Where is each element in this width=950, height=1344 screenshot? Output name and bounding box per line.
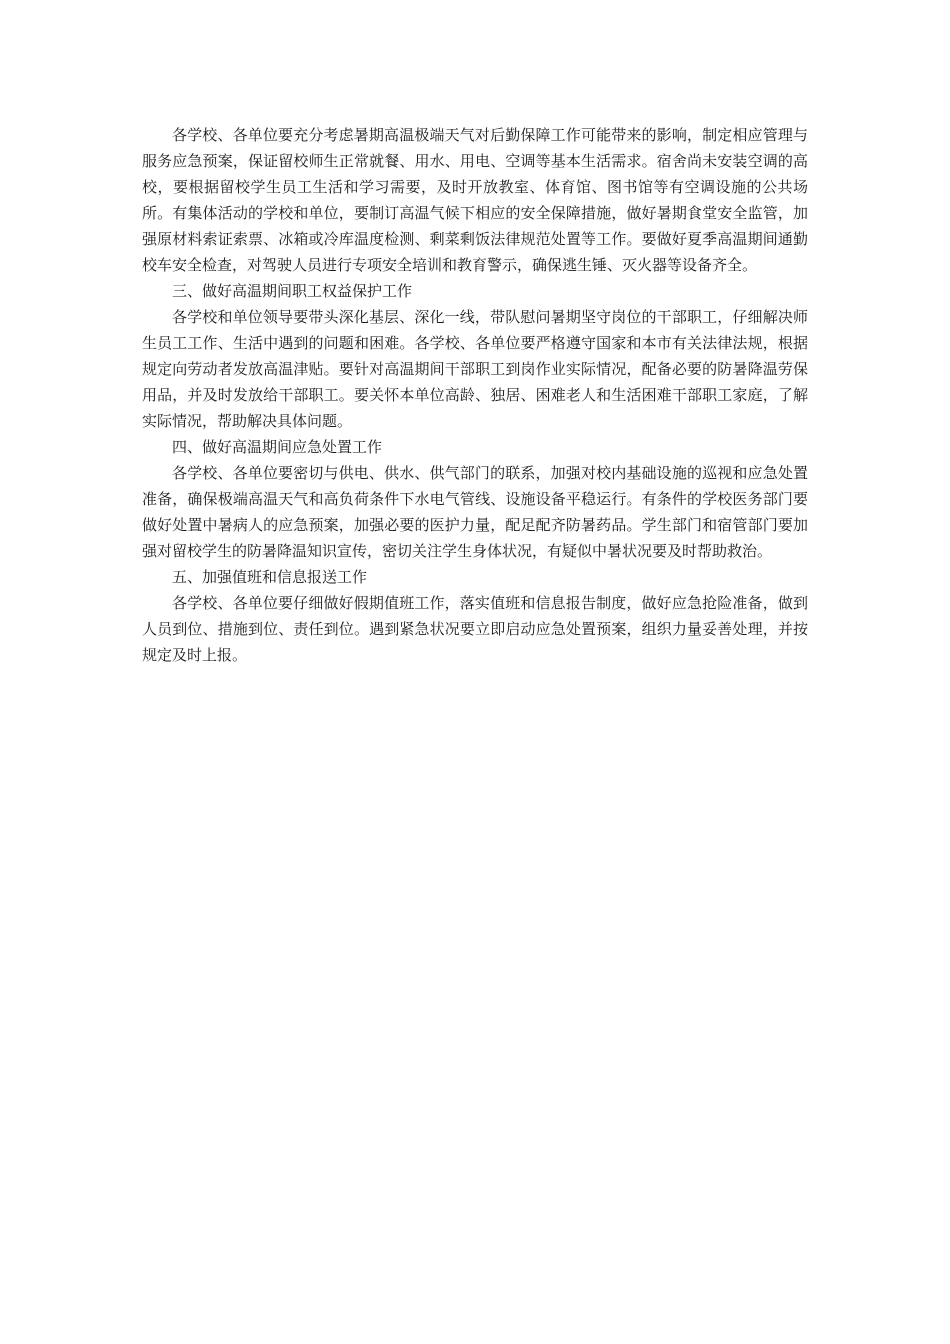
paragraph-emergency: 各学校、各单位要密切与供电、供水、供气部门的联系，加强对校内基础设施的巡视和应急处置准备，确保极端高温天气和高负荷条件下水电气管线、设施设备平稳运行。有条件的学校医务部门要做好处置中暑病人的应急预案，加强必要的医护力量，配足配齐防暑药品。学生部门和宿管部门要加强对留校学生的防暑降温知识宣传，密切关注学生身体状况，有疑似中暑状况要及时帮助救治。 bbox=[142, 464, 808, 560]
paragraph-logistics: 各学校、各单位要充分考虑暑期高温极端天气对后勤保障工作可能带来的影响，制定相应管理与服务应急预案，保证留校师生正常就餐、用水、用电、空调等基本生活需求。宿舍尚未安装空调的高校，要根据留校学生员工生活和学习需要，及时开放教室、体育馆、图书馆等有空调设施的公共场所。有集体活动的学校和单位，要制订高温气候下相应的安全保障措施，做好暑期食堂安全监管，加强原材料索证索票、冰箱或冷库温度检测、剩菜剩饭法律规范处置等工作。要做好夏季高温期间通勤校车安全检查，对驾驶人员进行专项安全培训和教育警示，确保逃生锤、灭火器等设备齐全。 bbox=[142, 126, 808, 274]
paragraph-staff-rights: 各学校和单位领导要带头深化基层、深化一线，带队慰问暑期坚守岗位的干部职工，仔细解决师生员工工作、生活中遇到的问题和困难。各学校、各单位要严格遵守国家和本市有关法律法规，根据规定向劳动者发放高温津贴。要针对高温期间干部职工到岗作业实际情况，配备必要的防暑降温劳保用品，并及时发放给干部职工。要关怀本单位高龄、独居、困难老人和生活困难干部职工家庭，了解实际情况，帮助解决具体问题。 bbox=[142, 308, 808, 430]
section-heading-4: 四、做好高温期间应急处置工作 bbox=[172, 438, 383, 456]
section-heading-3: 三、做好高温期间职工权益保护工作 bbox=[172, 282, 413, 300]
section-heading-5: 五、加强值班和信息报送工作 bbox=[172, 568, 368, 586]
document-body bbox=[142, 122, 808, 668]
paragraph-duty-reporting: 各学校、各单位要仔细做好假期值班工作，落实值班和信息报告制度，做好应急抢险准备，做到人员到位、措施到位、责任到位。遇到紧急状况要立即启动应急处置预案，组织力量妥善处理，并按规定及时上报。 bbox=[142, 594, 808, 664]
